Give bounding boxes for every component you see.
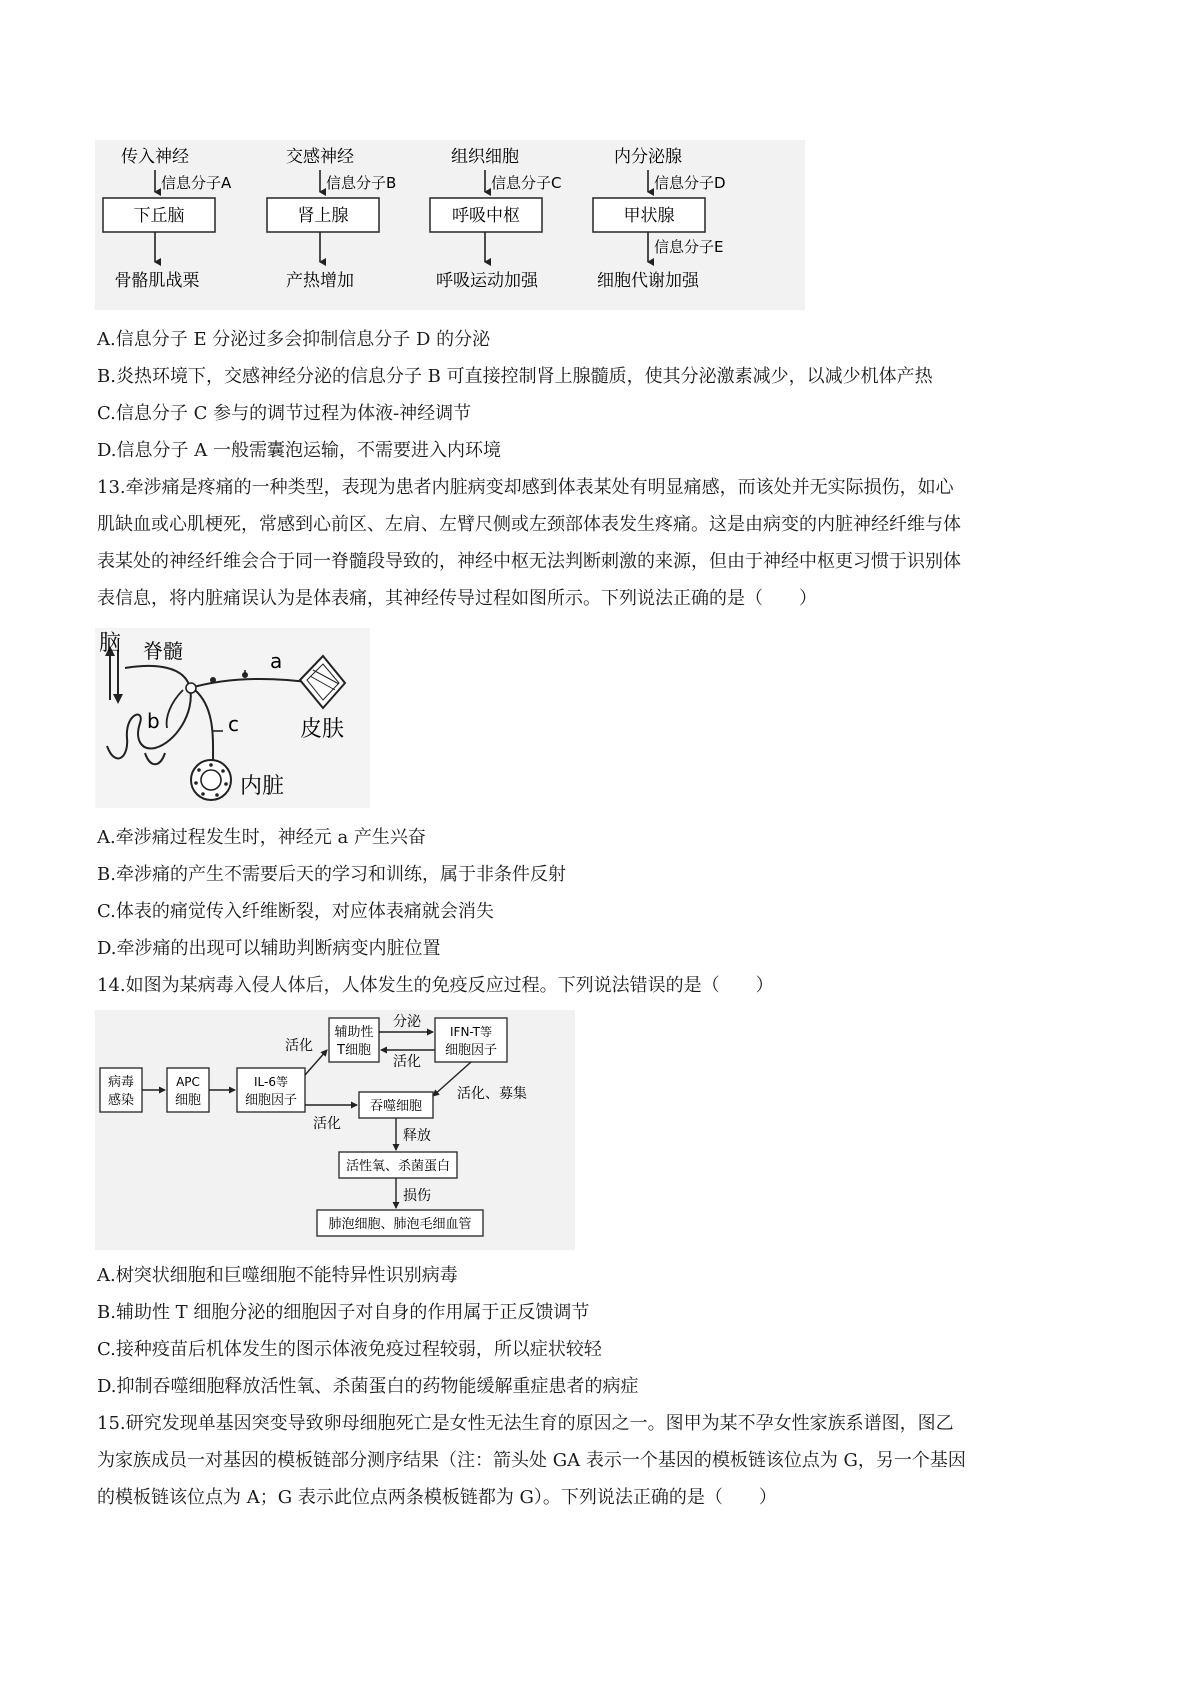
q14-ros: 活性氧、杀菌蛋白	[345, 1159, 451, 1174]
q14-secrete: 分泌	[393, 1014, 421, 1030]
q14-stem: 14.如图为某病毒入侵人体后，人体发生的免疫反应过程。下列说法错误的是（ ）	[97, 975, 774, 996]
q12-col-top: 交感神经	[286, 147, 354, 167]
q12-col-box-label: 下丘脑	[133, 206, 185, 226]
q13-label-brain: 脑	[99, 631, 122, 656]
q14-apc-l2: 细胞	[174, 1093, 202, 1108]
q14-figure	[95, 1010, 575, 1250]
q14-th-l2: T细胞	[337, 1043, 371, 1058]
q13-figure	[95, 628, 370, 808]
q14-activate-1: 活化	[285, 1038, 313, 1054]
q14-option-a: A.树突状细胞和巨噬细胞不能特异性识别病毒	[97, 1265, 458, 1286]
q12-col-box-label: 呼吸中枢	[452, 206, 520, 226]
q14-ifn-l1: IFN-T等	[450, 1025, 492, 1039]
q12-col-top: 传入神经	[121, 147, 189, 167]
q12-col-signal-2: 信息分子E	[654, 238, 724, 256]
q12-col-top: 内分泌腺	[614, 147, 682, 167]
q14-virus-l2: 感染	[107, 1093, 135, 1108]
q12-col-signal: 信息分子C	[491, 174, 562, 192]
q14-activate-recruit: 活化、募集	[457, 1086, 527, 1102]
q15-stem-line-1: 15.研究发现单基因突变导致卵母细胞死亡是女性无法生育的原因之一。图甲为某不孕女性家族系谱图，图乙	[97, 1413, 954, 1434]
q12-col-box-label: 甲状腺	[623, 206, 675, 226]
q14-activate-3: 活化	[313, 1116, 341, 1132]
q15-stem-line-3: 的模板链该位点为 A；G 表示此位点两条模板链都为 G）。下列说法正确的是（ ）	[97, 1487, 777, 1508]
q13-label-b: b	[147, 709, 160, 733]
q12-option-a: A.信息分子 E 分泌过多会抑制信息分子 D 的分泌	[97, 329, 491, 350]
q14-activate-2: 活化	[393, 1054, 421, 1070]
q14-th-l1: 辅助性	[334, 1025, 374, 1040]
q14-lung: 肺泡细胞、肺泡毛细血管	[328, 1217, 472, 1232]
q12-col-bottom: 呼吸运动加强	[436, 271, 538, 291]
q13-option-c: C.体表的痛觉传入纤维断裂，对应体表痛就会消失	[97, 901, 494, 922]
q12-col-signal: 信息分子A	[161, 174, 232, 192]
q12-col-bottom: 产热增加	[286, 271, 354, 291]
q12-option-c: C.信息分子 C 参与的调节过程为体液-神经调节	[97, 403, 472, 424]
q13-stem-line-3: 表某处的神经纤维会合于同一脊髓段导致的，神经中枢无法判断刺激的来源，但由于神经中枢更习惯于识别体	[97, 551, 961, 572]
q14-damage: 损伤	[403, 1188, 431, 1204]
q12-col-bottom: 骨骼肌战栗	[114, 271, 200, 291]
q14-option-b: B.辅助性 T 细胞分泌的细胞因子对自身的作用属于正反馈调节	[97, 1302, 590, 1323]
q13-option-a: A.牵涉痛过程发生时，神经元 a 产生兴奋	[97, 827, 426, 848]
q14-option-c: C.接种疫苗后机体发生的图示体液免疫过程较弱，所以症状较轻	[97, 1339, 602, 1360]
q14-virus-l1: 病毒	[107, 1075, 135, 1090]
q14-release: 释放	[403, 1128, 431, 1144]
q15-stem-line-2: 为家族成员一对基因的模板链部分测序结果（注：箭头处 GA 表示一个基因的模板链该位点为 G，另一个基因	[97, 1450, 966, 1471]
q14-apc-l1: APC	[176, 1075, 200, 1089]
q13-label-spinal: 脊髓	[143, 639, 183, 663]
q14-il6-l1: IL-6等	[254, 1075, 288, 1089]
q12-option-d: D.信息分子 A 一般需囊泡运输，不需要进入内环境	[97, 440, 501, 461]
q12-col-top: 组织细胞	[451, 147, 519, 167]
q13-label-organ: 内脏	[240, 774, 285, 799]
q13-label-a: a	[270, 649, 283, 673]
q12-figure	[95, 140, 805, 310]
q14-phagocyte: 吞噬细胞	[369, 1099, 423, 1114]
q14-option-d: D.抑制吞噬细胞释放活性氧、杀菌蛋白的药物能缓解重症患者的病症	[97, 1376, 639, 1397]
q12-col-bottom: 细胞代谢加强	[597, 271, 699, 291]
q13-option-b: B.牵涉痛的产生不需要后天的学习和训练，属于非条件反射	[97, 864, 566, 885]
q13-option-d: D.牵涉痛的出现可以辅助判断病变内脏位置	[97, 938, 441, 959]
q13-stem-line-1: 13.牵涉痛是疼痛的一种类型，表现为患者内脏病变却感到体表某处有明显痛感，而该处并无实际损伤，如心	[97, 477, 954, 498]
q13-label-c: c	[228, 712, 239, 736]
q13-stem-line-4: 表信息，将内脏痛误认为是体表痛，其神经传导过程如图所示。下列说法正确的是（ ）	[97, 588, 817, 609]
q12-col-signal: 信息分子D	[654, 174, 726, 192]
q14-ifn-l2: 细胞因子	[444, 1043, 498, 1058]
q12-col-box-label: 肾上腺	[297, 206, 349, 226]
q13-stem-line-2: 肌缺血或心肌梗死，常感到心前区、左肩、左臂尺侧或左颈部体表发生疼痛。这是由病变的内脏神经纤维与体	[97, 514, 961, 535]
q14-il6-l2: 细胞因子	[244, 1093, 298, 1108]
q12-option-b: B.炎热环境下，交感神经分泌的信息分子 B 可直接控制肾上腺髓质，使其分泌激素减少，以减少机体产热	[97, 366, 933, 387]
q12-col-signal: 信息分子B	[326, 174, 397, 192]
q13-label-skin: 皮肤	[300, 717, 345, 742]
